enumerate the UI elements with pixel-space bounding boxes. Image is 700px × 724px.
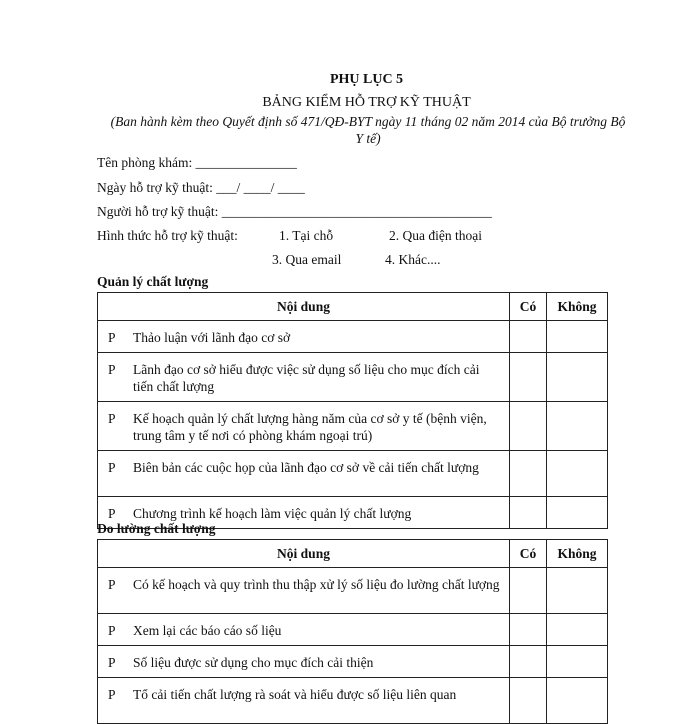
yes-checkbox-cell[interactable] — [510, 321, 547, 353]
clinic-name-field[interactable]: Tên phòng khám: _______________ — [97, 155, 297, 170]
row-text: Lãnh đạo cơ sở hiểu được việc sử dụng số liệu cho mục đích cải tiến chất lượng — [133, 362, 480, 394]
row-text: Biên bản các cuộc họp của lãnh đạo cơ sở về cải tiến chất lượng — [133, 460, 479, 475]
option-phone[interactable]: 2. Qua điện thoại — [389, 228, 482, 243]
check-mark: P — [108, 623, 116, 638]
column-header-no: Không — [547, 293, 608, 321]
column-header-content: Nội dung — [98, 540, 510, 568]
row-text: Thảo luận với lãnh đạo cơ sở — [133, 330, 291, 345]
no-checkbox-cell[interactable] — [547, 646, 608, 678]
column-header-yes: Có — [510, 540, 547, 568]
column-header-yes: Có — [510, 293, 547, 321]
check-mark: P — [108, 362, 116, 377]
row-text: Tổ cải tiến chất lượng rà soát và hiểu được số liệu liên quan — [133, 687, 457, 702]
row-text: Chương trình kế hoạch làm việc quản lý chất lượng — [133, 506, 412, 521]
no-checkbox-cell[interactable] — [547, 614, 608, 646]
table-row — [98, 402, 608, 451]
table-row — [98, 678, 608, 724]
support-date-field[interactable]: Ngày hỗ trợ kỹ thuật: ___/ ____/ ____ — [97, 180, 305, 195]
no-checkbox-cell[interactable] — [547, 568, 608, 614]
yes-checkbox-cell[interactable] — [510, 646, 547, 678]
no-checkbox-cell[interactable] — [547, 321, 608, 353]
option-email[interactable]: 3. Qua email — [272, 252, 342, 267]
yes-checkbox-cell[interactable] — [510, 353, 547, 402]
checklist-table-quality-management — [97, 292, 608, 529]
appendix-heading: PHỤ LỤC 5 — [329, 72, 404, 87]
no-checkbox-cell[interactable] — [547, 353, 608, 402]
check-mark: P — [108, 411, 116, 426]
option-other[interactable]: 4. Khác.... — [385, 252, 441, 267]
form-subtitle: (Ban hành kèm theo Quyết định số 471/QĐ-BYT ngày 11 tháng 02 năm 2014 của Bộ trưởng Bộ Y tế) — [110, 114, 626, 146]
yes-checkbox-cell[interactable] — [510, 568, 547, 614]
table-row — [98, 321, 608, 353]
table-row — [98, 614, 608, 646]
check-mark: P — [108, 577, 116, 592]
check-mark: P — [108, 655, 116, 670]
no-checkbox-cell[interactable] — [547, 678, 608, 724]
check-mark: P — [108, 330, 116, 345]
row-text: Xem lại các báo cáo số liệu — [133, 623, 282, 638]
no-checkbox-cell[interactable] — [547, 402, 608, 451]
yes-checkbox-cell[interactable] — [510, 402, 547, 451]
row-text: Số liệu được sử dụng cho mục đích cải thiện — [133, 655, 374, 670]
table-row — [98, 353, 608, 402]
column-header-content: Nội dung — [98, 293, 510, 321]
yes-checkbox-cell[interactable] — [510, 497, 547, 529]
check-mark: P — [108, 460, 116, 475]
no-checkbox-cell[interactable] — [547, 451, 608, 497]
table-row — [98, 646, 608, 678]
table-row — [98, 451, 608, 497]
supporter-name-field[interactable]: Người hỗ trợ kỹ thuật: ________________________________________ — [97, 204, 492, 219]
check-mark: P — [108, 506, 116, 521]
form-title: BẢNG KIỂM HỖ TRỢ KỸ THUẬT — [262, 95, 471, 110]
table-row — [98, 568, 608, 614]
section-title-quality-measurement: Đo lường chất lượng — [97, 521, 216, 536]
section-title-quality-management: Quản lý chất lượng — [97, 274, 209, 289]
no-checkbox-cell[interactable] — [547, 497, 608, 529]
column-header-no: Không — [547, 540, 608, 568]
yes-checkbox-cell[interactable] — [510, 451, 547, 497]
yes-checkbox-cell[interactable] — [510, 678, 547, 724]
row-text: Kế hoạch quản lý chất lượng hàng năm của cơ sở y tế (bệnh viện, trung tâm y tế nơi có phòng khám ngoại trú) — [133, 411, 487, 443]
checklist-table-quality-measurement — [97, 539, 608, 724]
row-text: Có kế hoạch và quy trình thu thập xử lý số liệu đo lường chất lượng — [133, 577, 500, 592]
check-mark: P — [108, 687, 116, 702]
option-onsite[interactable]: 1. Tại chỗ — [279, 228, 334, 243]
yes-checkbox-cell[interactable] — [510, 614, 547, 646]
support-method-label: Hình thức hỗ trợ kỹ thuật: — [97, 228, 238, 243]
